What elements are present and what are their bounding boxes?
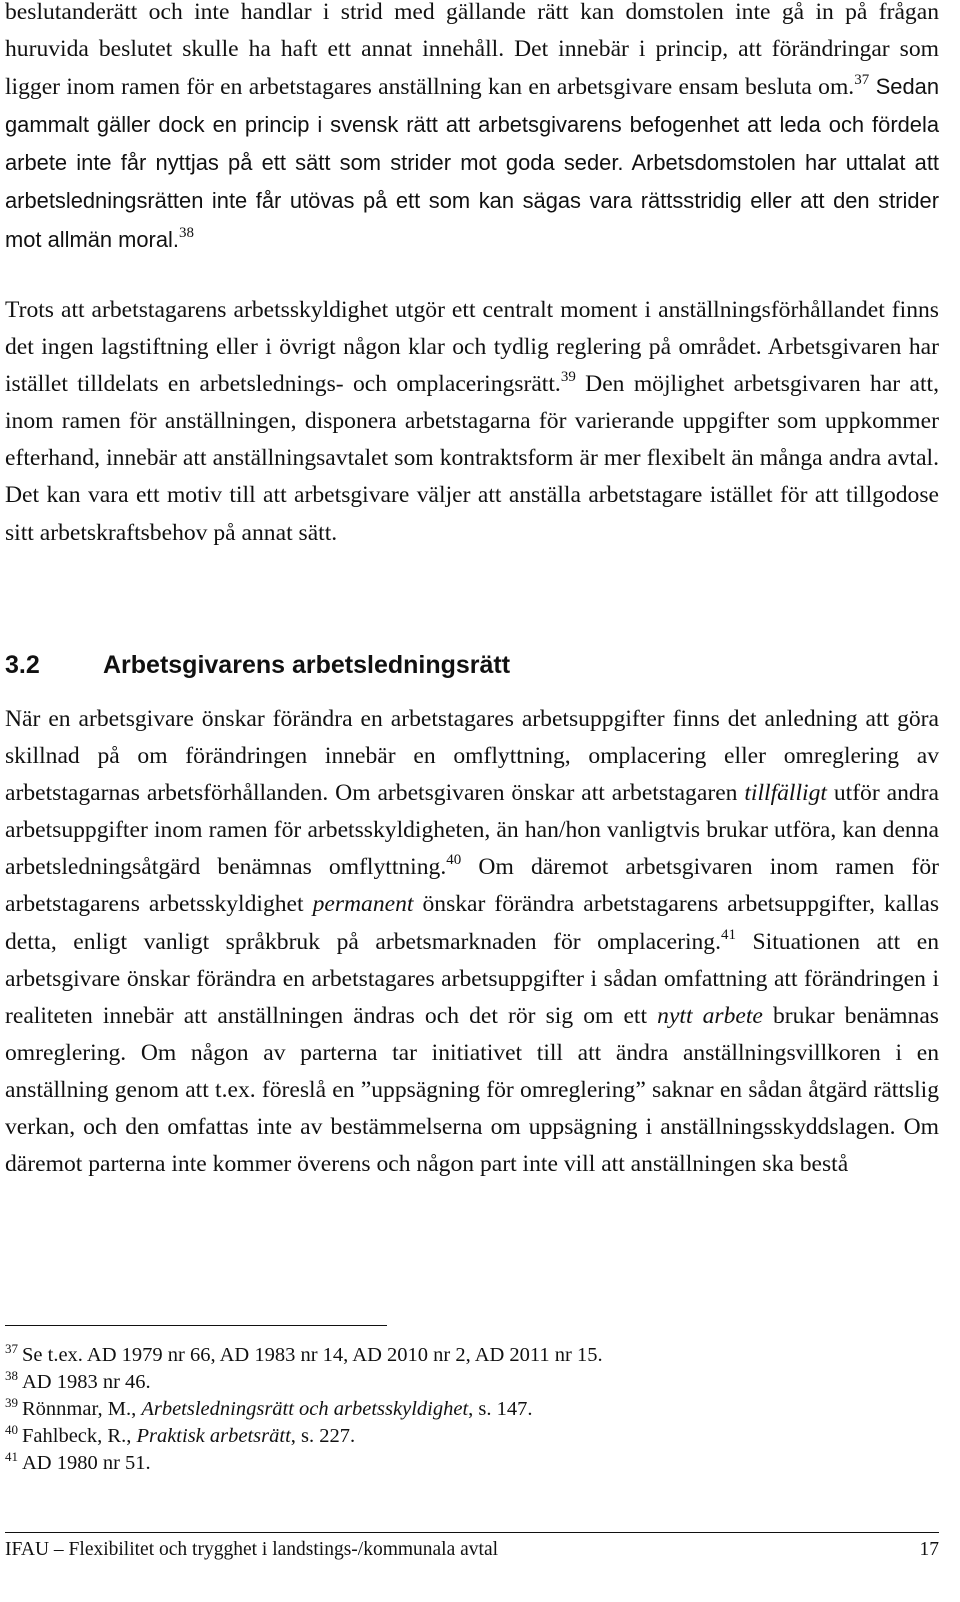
section-number: 3.2 [5,651,40,679]
paragraph-2-text-b: Den möjlighet arbetsgivaren har att, inom ramen för anställningen, disponera arbetstagarna för varierande uppgifter som uppkommer efterhand, innebär att anställningsavtalet som kontraktsform är mer flexibelt än många andra avtal. Det kan vara ett motiv till att arbetsgivare väljer att anställa arbetstagare istället för att tillgodose sitt arbetskraftsbehov på annat sätt. [5,371,939,546]
emphasis-tillfalligt: tillfälligt [744,780,827,807]
footnote-ref-39[interactable]: 39 [560,369,576,386]
footnote-number: 37 [5,1341,18,1356]
paragraph-1-text-b: Sedan gammalt gäller dock en princip i svensk rätt att arbetsgivarens befogenhet att leda och fördela arbete inte får nyttjas på ett sätt som strider mot goda seder. Arbetsdomstolen har uttalat att arbetsledningsrätten inte får utövas på ett som kan sägas vara rättsstridig eller att den strider mot allmän moral. [5,74,939,252]
footnote-text: Se t.ex. AD 1979 nr 66, AD 1983 nr 14, AD 2010 nr 2, AD 2011 nr 15. [22,1344,603,1366]
footnote-text: AD 1983 nr 46. [22,1371,151,1393]
footnote-38 [5,1369,151,1397]
footnote-separator [5,1325,387,1326]
footnote-37 [5,1342,603,1370]
footnote-text: Rönnmar, M., [22,1398,142,1420]
paragraph-3-text-a: När en arbetsgivare önskar förändra en arbetstagares arbetsuppgifter finns det anledning att göra skillnad på om förändringen innebär en omflyttning, omplacering eller omreglering av arbetstagarnas arbetsförhållanden. Om arbetsgivaren önskar att arbetstagaren [5,706,939,807]
page-number: 17 [919,1539,939,1560]
section-heading [5,650,939,680]
footnote-text: AD 1980 nr 51. [22,1452,151,1474]
footnote-40 [5,1423,355,1451]
footnote-41 [5,1450,151,1478]
section-title: Arbetsgivarens arbetsledningsrätt [103,651,511,679]
footnote-39 [5,1396,533,1424]
paragraph-2-text-a: Trots att arbetstagarens arbetsskyldighet utgör ett centralt moment i anställningsförhållandet finns det ingen lagstiftning eller i övrigt någon klar och tydlig reglering på området. Arbetsgivaren har istället tilldelats en arbetslednings- och omplaceringsrätt. [5,297,939,398]
footnote-ref-41[interactable]: 41 [721,926,736,943]
emphasis-permanent: permanent [312,891,414,918]
footnote-ref-40[interactable]: 40 [446,852,462,869]
footer-rule [5,1532,939,1533]
footnote-number: 41 [5,1449,18,1464]
body-paragraph-1 [5,0,939,259]
paragraph-3-text-e: Situationen att en arbetsgivare önskar förändra en arbetstagares arbetsuppgifter i sådan omfattning att förändringen i realiteten innebär att anställningen ändras och det rör sig om ett [5,928,939,1029]
footnote-number: 40 [5,1422,18,1437]
paragraph-3-text-b: utför andra arbetsuppgifter inom ramen för arbetsskyldigheten, än han/hon vanligtvis brukar utföra, kan denna arbetsledningsåtgärd benämnas omflyttning. [5,780,939,881]
footnote-text: Fahlbeck, R., [22,1425,137,1447]
footnote-number: 38 [5,1368,18,1383]
footnote-ref-38[interactable]: 38 [178,224,194,241]
footnote-number: 39 [5,1395,18,1410]
footnote-title: Praktisk arbetsrätt [136,1425,291,1447]
emphasis-nytt-arbete: nytt arbete [657,1002,763,1029]
footnote-text: , s. 227. [290,1425,356,1447]
footnote-ref-37[interactable]: 37 [854,72,870,89]
running-footer-title: IFAU – Flexibilitet och trygghet i landstings-/kommunala avtal [5,1539,499,1560]
paragraph-3-text-c: Om däremot arbetsgivaren inom ramen för arbetstagarens arbetsskyldighet [5,854,939,918]
paragraph-3-text-d: önskar förändra arbetstagarens arbetsuppgifter, kallas detta, enligt vanligt språkbruk på arbetsmarknaden för omplacering. [5,891,939,955]
paragraph-1-text-a: beslutanderätt och inte handlar i strid med gällande rätt kan domstolen inte gå in på frågan huruvida beslutet skulle ha haft ett annat innehåll. Det innebär i princip, att förändringar som ligger inom ramen för en arbetstagares anställning kan en arbetsgivare ensam besluta om. [5,0,939,101]
paragraph-3-text-f: brukar benämnas omreglering. Om någon av parterna tar initiativet till att ändra anställningsvillkoren i en anställning genom att t.ex. föreslå en ”uppsägning för omreglering” saknar en sådan åtgärd rättslig verkan, och den omfattas inte av bestämmelserna om uppsägning i anställningsskyddslagen. Om däremot parterna inte kommer överens och någon part inte vill att anställningen ska bestå [5,1002,939,1178]
body-paragraph-2 [5,292,939,552]
footnote-text: , s. 147. [468,1398,533,1420]
footnote-title: Arbetsledningsrätt och arbetsskyldighet [141,1398,469,1420]
body-paragraph-3 [5,701,939,1183]
